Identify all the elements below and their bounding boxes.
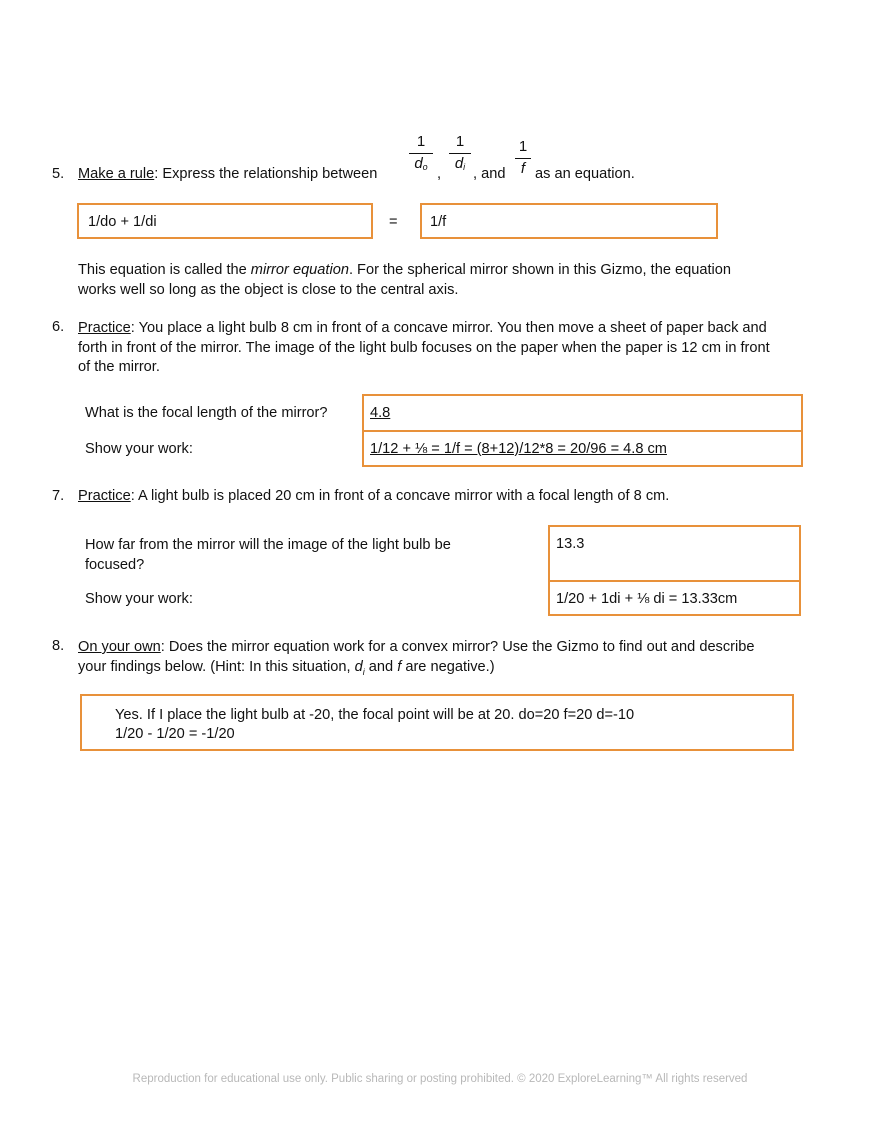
variable: d: [354, 658, 363, 675]
question-prompt: forth in front of the mirror. The image of the light bulb focuses on the paper when the paper is 12 cm in front: [78, 339, 770, 356]
subscript: i: [463, 162, 466, 172]
answer-right-box[interactable]: [420, 203, 718, 239]
fraction-one-over-do: [409, 134, 433, 175]
focal-length-question: What is the focal length of the mirror?: [85, 405, 328, 421]
question-prompt: How far from the mirror will the image of the light bulb be: [85, 537, 451, 553]
question-number: 8.: [52, 638, 65, 654]
image-distance-answer[interactable]: 13.3: [556, 536, 585, 552]
question-number: 7.: [52, 488, 65, 504]
fraction-numerator: 1: [416, 133, 426, 150]
subscript: i: [362, 666, 365, 677]
question-prompt: : Express the relationship between: [154, 166, 378, 182]
image-distance-question: [85, 536, 451, 575]
answer-left-text: 1/do + 1/di: [88, 214, 157, 230]
fraction-one-over-di: [449, 134, 471, 175]
question-prompt: : A light bulb is placed 20 cm in front of a concave mirror with a focal length of 8 cm.: [130, 488, 670, 504]
fraction-denominator: d: [414, 155, 423, 172]
fraction-numerator: 1: [518, 138, 528, 155]
equals-sign: =: [389, 214, 398, 230]
variable: f: [397, 658, 402, 675]
note-text: This equation is called the: [78, 262, 251, 278]
question-text: [78, 166, 377, 182]
question-prompt: your findings below. (Hint: In this situation,: [78, 658, 355, 675]
question-prompt: focused?: [85, 556, 145, 573]
note-italic: mirror equation: [250, 262, 349, 278]
question-prompt: are negative.): [401, 658, 495, 675]
question-number: 6.: [52, 319, 65, 335]
mirror-equation-note: [78, 261, 731, 300]
question-text-end: as an equation.: [535, 166, 635, 182]
fraction-one-over-f: [515, 139, 531, 177]
show-work-label: Show your work:: [85, 441, 193, 457]
answer-line: 1/20 - 1/20 = -1/20: [115, 726, 235, 742]
answer-left-box[interactable]: [77, 203, 373, 239]
fraction-denominator: d: [454, 155, 464, 172]
work-answer[interactable]: 1/20 + 1di + ⅛ di = 13.33cm: [556, 591, 738, 607]
answer-table: [548, 525, 801, 616]
show-work-label: Show your work:: [85, 591, 193, 607]
and-text: , and: [473, 166, 506, 182]
question-prompt: and: [364, 658, 398, 675]
question-number: 5.: [52, 166, 65, 182]
work-answer[interactable]: 1/12 + ⅛ = 1/f = (8+12)/12*8 = 20/96 = 4.8 cm: [370, 441, 667, 457]
comma: ,: [437, 166, 442, 182]
fraction-denominator: f: [520, 160, 526, 177]
note-text: works well so long as the object is close to the central axis.: [78, 281, 459, 298]
question-text: [78, 319, 770, 378]
question-text: [78, 638, 755, 682]
answer-box[interactable]: [80, 694, 794, 751]
question-prompt: : You place a light bulb 8 cm in front of a concave mirror. You then move a sheet of paper back and: [130, 320, 767, 336]
question-label: Make a rule: [78, 166, 155, 182]
note-text: . For the spherical mirror shown in this Gizmo, the equation: [348, 262, 731, 278]
question-text: [78, 488, 669, 504]
question-prompt: of the mirror.: [78, 359, 160, 375]
question-prompt: : Does the mirror equation work for a convex mirror? Use the Gizmo to find out and describe: [160, 639, 755, 655]
question-label: Practice: [78, 488, 131, 504]
answer-line: Yes. If I place the light bulb at -20, the focal point will be at 20. do=20 f=20 d=-10: [115, 707, 635, 723]
answer-table: [362, 394, 803, 467]
subscript: o: [422, 162, 428, 172]
question-label: Practice: [78, 320, 131, 336]
fraction-numerator: 1: [455, 133, 465, 150]
focal-length-answer[interactable]: 4.8: [370, 405, 391, 421]
footer-copyright: Reproduction for educational use only. Public sharing or posting prohibited. © 2020 ExploreLearning™ All rights reserved: [132, 1073, 748, 1085]
answer-right-text: 1/f: [430, 214, 447, 230]
answer-text: [115, 706, 634, 744]
question-label: On your own: [78, 639, 161, 655]
